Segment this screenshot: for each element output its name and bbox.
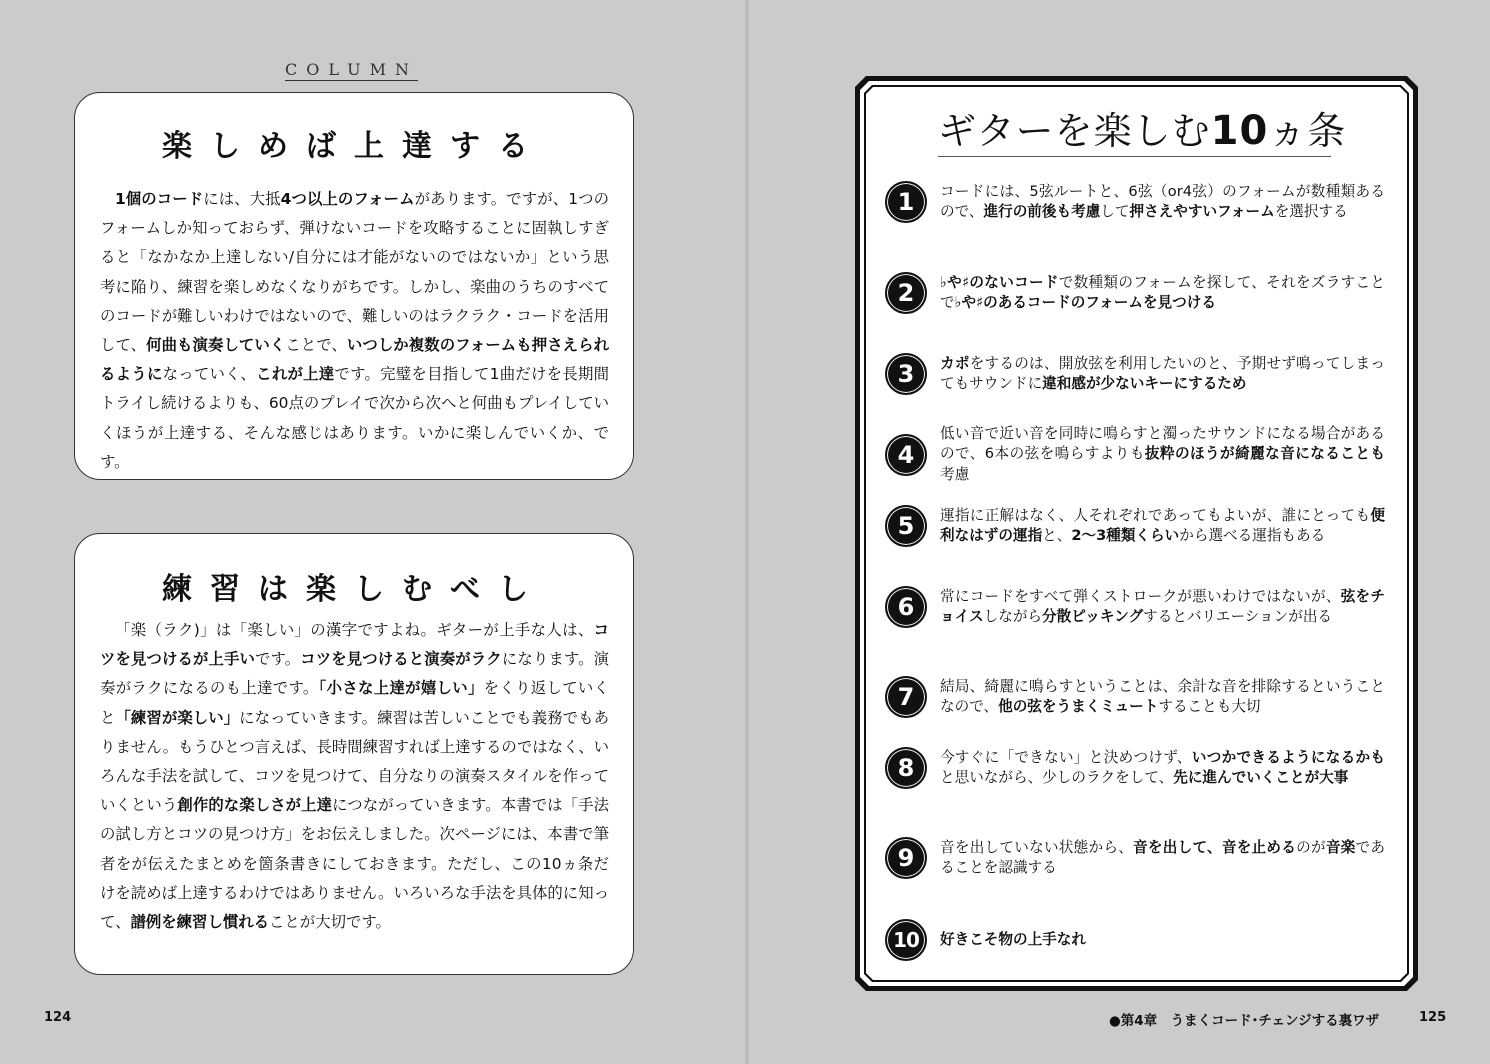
rule-text — [940, 748, 1385, 789]
body-text: するとバリエーションが出る — [1143, 608, 1333, 625]
body-text: から選べる運指もある — [1179, 527, 1326, 544]
emphasis-text: 1個のコード — [115, 190, 204, 208]
rule-item — [885, 424, 1385, 485]
emphasis-text: いつかできるようになるかも — [1191, 748, 1385, 766]
body-text: になります。演奏がラクになるのも上達です。 — [100, 650, 609, 698]
emphasis-text: 「小さな上達が嬉しい」 — [318, 679, 484, 698]
rule-item — [885, 181, 1385, 223]
emphasis-text: これが上達 — [256, 365, 335, 384]
rule-text — [940, 354, 1385, 395]
emphasis-text: 便利なはずの運指 — [940, 506, 1385, 544]
body-text: には、大抵 — [203, 190, 281, 208]
body-text: です。 — [255, 650, 301, 669]
rule-text — [940, 506, 1385, 547]
emphasis-text: 他の弦をうまくミュート — [998, 698, 1159, 715]
emphasis-text: 好きこそ物の上手なれ — [940, 930, 1086, 948]
emphasis-text: 2～3種類くらい — [1071, 527, 1180, 544]
emphasis-text: 違和感が少ないキーにするため — [1042, 375, 1247, 392]
emphasis-text: 創作的な楽しさが上達 — [177, 796, 333, 815]
emphasis-text: 「練習が楽しい」 — [115, 708, 240, 727]
emphasis-text: 音楽 — [1325, 838, 1356, 856]
emphasis-text: 4つ以上のフォーム — [280, 190, 415, 208]
body-text: を選択する — [1274, 203, 1348, 220]
rule-item — [885, 919, 1385, 961]
body-text: 今すぐに「できない」と決めつけず、 — [940, 748, 1192, 766]
emphasis-text: コツを見つけると演奏がラク — [300, 650, 502, 669]
body-text: 低い音で近い音を同時に鳴らすと濁ったサウンドになる場合があるので、6本の弦を鳴らすよりも — [940, 425, 1385, 463]
body-text: コードには、5弦ルートと、6弦（or4弦）のフォームが数種類あるので、 — [940, 182, 1385, 220]
body-text: で数種類のフォームを探して、それをズラすことで — [940, 273, 1385, 311]
body-text: 音を出していない状態から、 — [940, 838, 1134, 856]
rule-number-badge: 9 — [885, 837, 927, 879]
page-number-right: 125 — [1419, 1010, 1447, 1025]
rule-number-badge: 4 — [885, 434, 927, 476]
rule-item — [885, 272, 1385, 314]
body-text: ことで、 — [285, 336, 347, 355]
body-text: と、 — [1042, 527, 1072, 544]
rule-text — [940, 930, 1385, 950]
body-text: につながっていきます。本書では「手法の試し方とコツの見つけ方」をお伝えしました。次ページには、本書で筆者をが伝えたまとめを箇条書きにしておきます。ただし、この10ヵ条だけを読めば上達するわけではありません。いろいろな手法を具体的に知って、 — [100, 796, 609, 932]
rule-number-badge: 8 — [885, 747, 927, 789]
right-page — [749, 0, 1490, 1064]
rule-number-badge: 3 — [885, 353, 927, 395]
emphasis-text: いつしか複数のフォームも押さえられるように — [100, 336, 609, 384]
body-text: になっていきます。練習は苦しいことでも義務でもありません。もうひとつ言えば、長時間練習すれば上達するのではなく、いろんな手法を試して、コツを見つけて、自分なりの演奏スタイルを作っていくという — [100, 708, 609, 815]
body-text: して — [1100, 203, 1130, 220]
emphasis-text: 譜例を練習し慣れる — [130, 913, 270, 932]
emphasis-text: コツを見つけるが上手い — [100, 621, 609, 669]
column-box-2-title: 練習は楽しむべし — [162, 572, 546, 607]
rule-text — [940, 424, 1385, 485]
column-box-1-title: 楽しめば上達する — [162, 129, 546, 164]
rule-text — [940, 273, 1385, 314]
body-text: であることを認識する — [940, 838, 1385, 876]
body-text: をくり返していくと — [100, 679, 609, 727]
body-text: 常にコードをすべて弾くストロークが悪いわけではないが、 — [940, 587, 1341, 605]
rule-item — [885, 586, 1385, 628]
column-box-2-text — [100, 616, 609, 937]
emphasis-text: カポ — [940, 354, 970, 372]
body-text: しながら — [983, 608, 1043, 625]
list-title-main: ギターを楽しむ — [938, 109, 1211, 153]
body-text: をするのは、開放弦を利用したいのと、予期せず鳴ってしまってもサウンドに — [940, 354, 1385, 392]
body-text: なっていく、 — [162, 365, 257, 384]
emphasis-text: 先に進んでいくことが大事 — [1173, 769, 1349, 786]
body-text: 結局、綺麗に鳴らすということは、余計な音を排除するということなので、 — [940, 677, 1385, 715]
emphasis-text: 押さえやすいフォーム — [1129, 203, 1275, 220]
emphasis-text: 進行の前後も考慮 — [983, 203, 1101, 220]
page-number-left: 124 — [44, 1010, 72, 1025]
emphasis-text: ♭や♯のないコード — [940, 273, 1059, 291]
chapter-footer: ●第4章 うまくコード･チェンジする裏ワザ — [1109, 1013, 1380, 1029]
rule-number-badge: 10 — [885, 919, 927, 961]
column-box-2 — [74, 533, 634, 975]
body-text: 「楽（ラク)」は「楽しい」の漢字ですよね。ギターが上手な人は、 — [115, 621, 594, 639]
emphasis-text: 分散ピッキング — [1042, 608, 1144, 625]
rule-number-badge: 7 — [885, 676, 927, 718]
body-text: することも大切 — [1158, 698, 1261, 715]
body-text: と思いながら、少しのラクをして、 — [940, 769, 1174, 786]
body-text: のが — [1296, 838, 1326, 856]
rule-item — [885, 837, 1385, 879]
emphasis-text: 音を出して、音を止める — [1133, 838, 1297, 856]
body-text: 運指に正解はなく、人それぞれであってもよいが、誰にとっても — [940, 506, 1371, 524]
body-text: があります。ですが、1つのフォームしか知っておらず、弾けないコードを攻略することに固執しすぎると「なかなか上達しない/自分には才能がないのではないか」という思考に陥り、練習を楽しめなくなりがちです。しかし、楽曲のうちのすべてのコードが難しいわけではないので、難しいのはラクラク・コードを活用して、 — [100, 190, 609, 355]
rule-item — [885, 676, 1385, 718]
emphasis-text: 何曲も演奏していく — [146, 336, 286, 355]
body-text: 考慮 — [940, 465, 970, 483]
rule-item — [885, 505, 1385, 547]
column-label: COLUMN — [285, 60, 418, 79]
column-box-1 — [74, 92, 634, 480]
list-title — [938, 100, 1346, 155]
rule-number-badge: 1 — [885, 181, 927, 223]
list-title-suffix: ヵ条 — [1268, 109, 1347, 153]
column-box-1-text — [100, 185, 609, 477]
rule-text — [940, 838, 1385, 879]
rule-item — [885, 747, 1385, 789]
body-text: ことが大切です。 — [269, 913, 391, 932]
rule-number-badge: 6 — [885, 586, 927, 628]
rule-number-badge: 5 — [885, 505, 927, 547]
emphasis-text: 抜粋のほうが綺麗な音になることも — [1144, 445, 1385, 463]
rule-item — [885, 353, 1385, 395]
rule-number-badge: 2 — [885, 272, 927, 314]
emphasis-text: ♭や♯のあるコードのフォームを見つける — [954, 294, 1216, 311]
list-title-number: 10 — [1210, 108, 1269, 154]
rule-text — [940, 587, 1385, 628]
rule-text — [940, 677, 1385, 718]
body-text: です。完璧を目指して1曲だけを長期間トライし続けるよりも、60点のプレイで次から次へと何曲もプレイしていくほうが上達する、そんな感じはあります。いかに楽しんでいくか、です。 — [100, 365, 609, 471]
rule-text — [940, 182, 1385, 223]
title-underline — [938, 156, 1331, 157]
emphasis-text: 弦をチョイス — [940, 587, 1385, 625]
